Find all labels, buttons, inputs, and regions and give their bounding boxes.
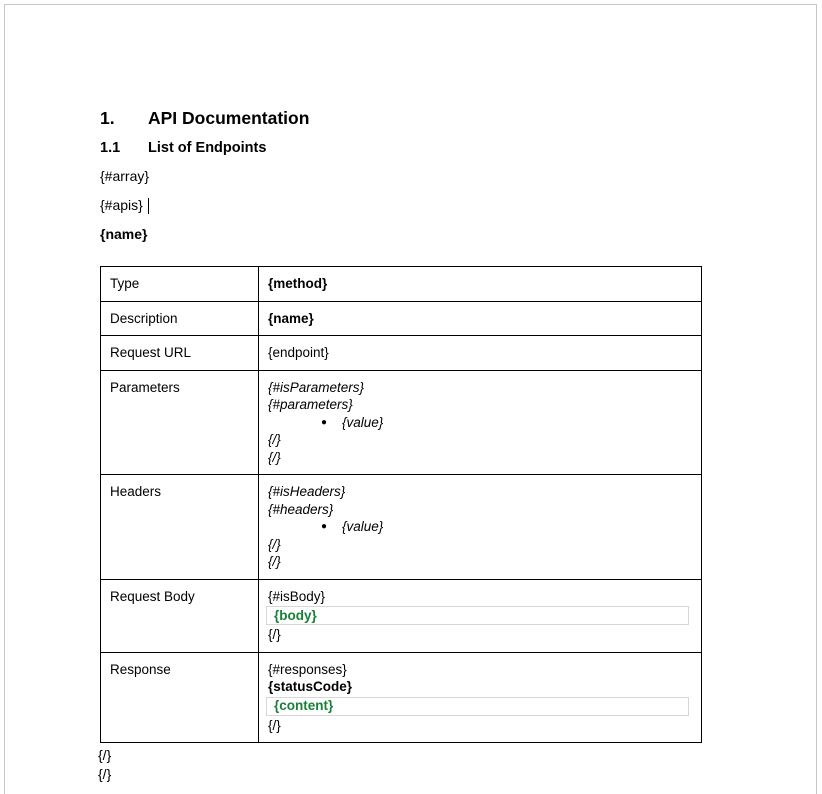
row-value-parameters[interactable] (259, 370, 702, 475)
endpoint-placeholder: {endpoint} (268, 345, 329, 360)
body-placeholder: {body} (274, 607, 317, 623)
row-label-request-body[interactable]: Request Body (101, 579, 259, 652)
heading-list-of-endpoints[interactable] (100, 140, 701, 156)
content-placeholder: {content} (274, 698, 334, 713)
text-cursor (148, 198, 150, 214)
row-value-description[interactable] (259, 301, 702, 336)
paragraph-close-tag-2[interactable]: {/} (98, 766, 112, 782)
row-label-type[interactable]: Type (101, 267, 259, 302)
paragraph-close-tag-1[interactable]: {/} (98, 747, 112, 763)
subheading-title: List of Endpoints (148, 140, 267, 156)
close-tag: {/} (268, 536, 281, 552)
table-row-response (101, 652, 702, 743)
row-value-request-body[interactable] (259, 579, 702, 652)
is-headers-open-tag: {#isHeaders} (268, 484, 346, 499)
status-code-placeholder: {statusCode} (268, 679, 353, 694)
bullet-icon (321, 518, 332, 536)
close-tag: {/} (268, 554, 281, 569)
close-tag: {/} (268, 432, 281, 447)
parameters-open-tag: {#parameters} (268, 397, 353, 412)
table-row-request-url (101, 336, 702, 371)
heading-api-documentation[interactable] (100, 109, 701, 128)
headers-open-tag: {#headers} (268, 501, 334, 517)
responses-open-tag: {#responses} (268, 661, 347, 677)
table-row-parameters (101, 370, 702, 475)
method-placeholder: {method} (268, 276, 328, 291)
name-placeholder: {name} (268, 310, 314, 326)
close-tag: {/} (268, 717, 281, 733)
body-code-box[interactable] (266, 606, 689, 625)
bullet-icon (321, 414, 332, 432)
row-value-headers[interactable] (259, 475, 702, 580)
is-body-open-tag: {#isBody} (268, 588, 326, 604)
endpoint-table (100, 266, 702, 743)
row-label-description[interactable]: Description (101, 301, 259, 336)
row-value-type[interactable] (259, 267, 702, 302)
row-value-request-url[interactable] (259, 336, 702, 371)
is-parameters-open-tag: {#isParameters} (268, 379, 365, 395)
value-placeholder: {value} (342, 414, 384, 430)
close-tag: {/} (268, 449, 281, 465)
document-content (100, 5, 701, 784)
header-bullet-item (268, 518, 692, 536)
table-row-headers (101, 475, 702, 580)
paragraph-array-open-tag[interactable]: {#array} (100, 168, 150, 184)
apis-tag-text: {#apis} (100, 197, 143, 213)
table-row-type (101, 267, 702, 302)
heading-title: API Documentation (148, 108, 310, 128)
paragraph-name-tag[interactable]: {name} (100, 226, 148, 242)
parameter-bullet-item (268, 414, 692, 432)
table-row-request-body (101, 579, 702, 652)
subheading-number: 1.1 (100, 140, 121, 156)
post-table-tags (100, 746, 701, 784)
row-label-response[interactable]: Response (101, 652, 259, 743)
row-label-headers[interactable]: Headers (101, 475, 259, 580)
row-label-parameters[interactable]: Parameters (101, 370, 259, 475)
close-tag: {/} (268, 627, 281, 642)
heading-number: 1. (100, 108, 115, 128)
row-value-response[interactable] (259, 652, 702, 743)
content-code-box[interactable] (266, 697, 689, 716)
row-label-request-url[interactable]: Request URL (101, 336, 259, 371)
table-row-description (101, 301, 702, 336)
document-page (4, 4, 817, 794)
paragraph-apis-open-tag[interactable] (100, 197, 701, 214)
value-placeholder: {value} (342, 519, 384, 534)
